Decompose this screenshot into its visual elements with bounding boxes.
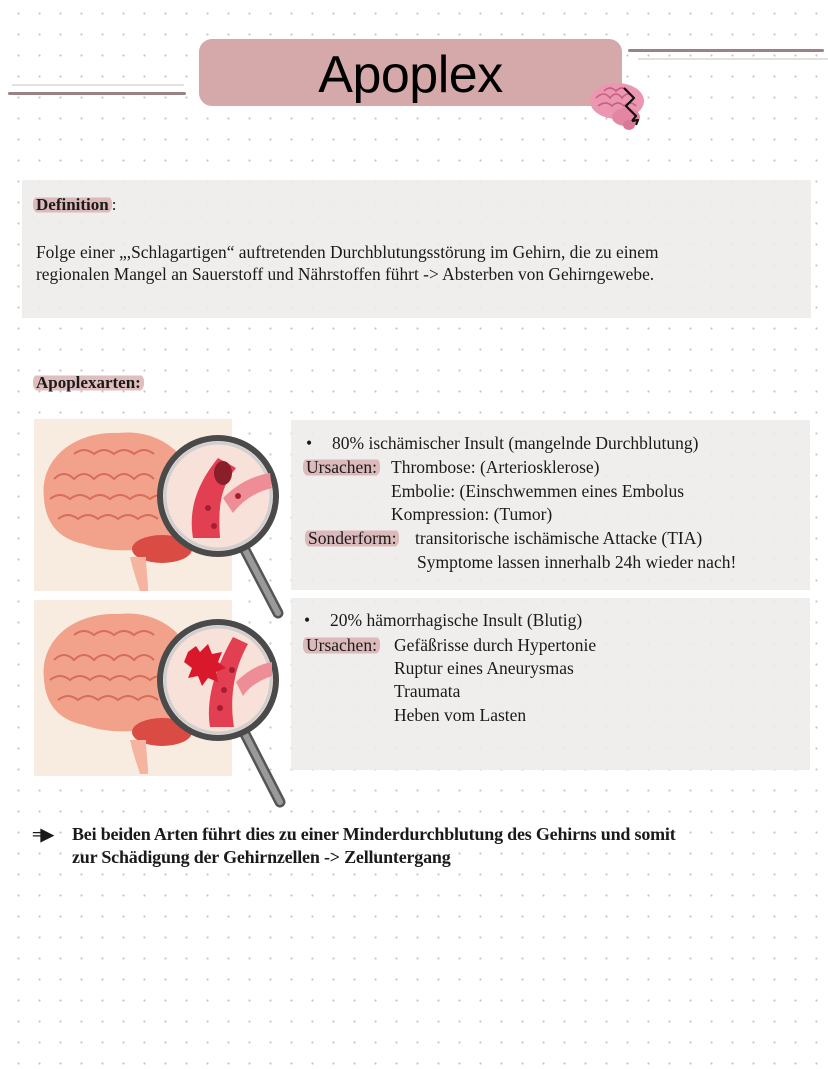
ischemic-causes-label: Ursachen: bbox=[303, 457, 380, 477]
magnifier-icon-ischemic bbox=[148, 428, 298, 623]
definition-heading bbox=[36, 194, 116, 216]
definition-heading-label: Definition bbox=[33, 195, 112, 214]
bullet-icon: • bbox=[304, 610, 311, 630]
page-title: Apoplex bbox=[318, 46, 503, 104]
header-decor-line-right-thin bbox=[638, 58, 828, 60]
ischemic-cause-3: Kompression: (Tumor) bbox=[391, 504, 553, 524]
hemorrhagic-title: 20% hämorrhagische Insult (Blutig) bbox=[330, 610, 583, 630]
definition-line-1: Folge einer „,Schlagartigen“ auftretenden Durchblutungsstörung im Gehirn, die zu einem bbox=[36, 242, 659, 262]
conclusion-arrow-icon: =▶ bbox=[32, 825, 53, 844]
types-heading bbox=[36, 372, 144, 394]
conclusion-text bbox=[72, 823, 812, 869]
ischemic-cause-1: Thrombose: (Arteriosklerose) bbox=[391, 457, 600, 477]
hemorrhagic-cause-4: Heben vom Lasten bbox=[394, 705, 527, 725]
conclusion-line-1: Bei beiden Arten führt dies zu einer Minderdurchblutung des Gehirns und somit bbox=[72, 824, 676, 844]
hemorrhagic-causes-label: Ursachen: bbox=[303, 635, 380, 655]
hemorrhagic-cause-3: Traumata bbox=[394, 681, 461, 701]
ischemic-special-row bbox=[308, 527, 399, 550]
header-decor-line-left bbox=[8, 92, 186, 95]
ischemic-causes-row bbox=[306, 456, 380, 479]
hemorrhagic-cause-2: Ruptur eines Aneurysmas bbox=[394, 658, 574, 678]
ischemic-special: transitorische ischämische Attacke (TIA) bbox=[415, 528, 703, 548]
header-decor-line-right bbox=[628, 49, 824, 52]
conclusion-line-2: zur Schädigung der Gehirnzellen -> Zelluntergang bbox=[72, 847, 451, 867]
hemorrhagic-title-row bbox=[304, 609, 582, 632]
types-heading-label: Apoplexarten: bbox=[33, 373, 144, 392]
ischemic-cause-2: Embolie: (Einschwemmen eines Embolus bbox=[391, 481, 685, 501]
bullet-icon: • bbox=[306, 433, 313, 453]
ischemic-title: 80% ischämischer Insult (mangelnde Durchblutung) bbox=[332, 433, 699, 453]
hemorrhagic-causes-row bbox=[306, 634, 380, 657]
magnifier-icon-hemorrhagic bbox=[148, 612, 298, 812]
ischemic-title-row bbox=[306, 432, 698, 455]
header-decor-line-left-thin bbox=[12, 84, 184, 86]
brain-icon bbox=[586, 76, 656, 132]
definition-heading-colon: : bbox=[111, 195, 117, 214]
hemorrhagic-cause-1: Gefäßrisse durch Hypertonie bbox=[394, 635, 597, 655]
definition-line-2: regionalen Mangel an Sauerstoff und Nährstoffen führt -> Absterben von Gehirngewebe. bbox=[36, 264, 655, 284]
ischemic-special-label: Sonderform: bbox=[305, 528, 399, 548]
ischemic-special-note: Symptome lassen innerhalb 24h wieder nach! bbox=[417, 552, 737, 572]
definition-text bbox=[36, 241, 806, 285]
